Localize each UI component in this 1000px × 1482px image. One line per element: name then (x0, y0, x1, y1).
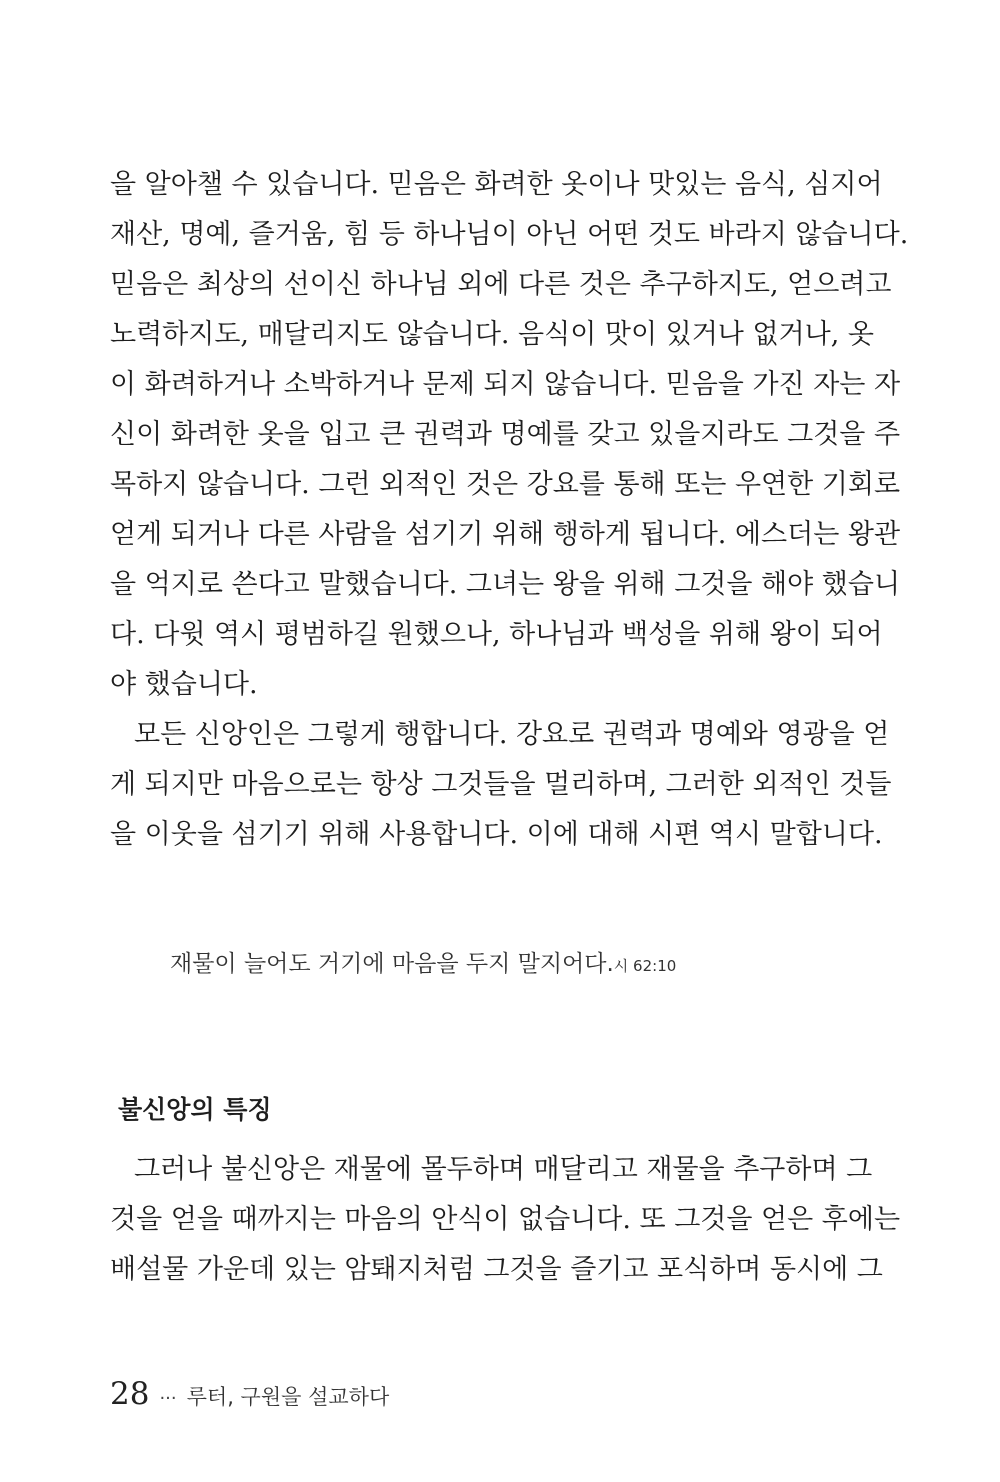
body-text-line: 모든 신앙인은 그렇게 행합니다. 강요로 권력과 명예와 영광을 얻 (134, 719, 890, 750)
body-text-line: 목하지 않습니다. 그런 외적인 것은 강요를 통해 또는 우연한 기회로 (110, 469, 901, 500)
book-title: 루터, 구원을 설교하다 (186, 1385, 390, 1409)
body-text-line: 배설물 가운데 있는 암퇘지처럼 그것을 즐기고 포식하며 동시에 그 (110, 1254, 883, 1285)
body-text-line: 신이 화려한 옷을 입고 큰 권력과 명예를 갖고 있을지라도 그것을 주 (110, 419, 901, 450)
body-text-line: 재산, 명예, 즐거움, 힘 등 하나님이 아닌 어떤 것도 바라지 않습니다. (110, 219, 909, 250)
body-text-line: 을 알아챌 수 있습니다. 믿음은 화려한 옷이나 맛있는 음식, 심지어 (110, 169, 883, 200)
body-text-line: 야 했습니다. (110, 669, 258, 700)
page-number: 28 (110, 1376, 150, 1412)
body-text-line: 을 이웃을 섬기기 위해 사용합니다. 이에 대해 시편 역시 말합니다. (110, 819, 883, 850)
body-text-line: 노력하지도, 매달리지도 않습니다. 음식이 맛이 있거나 없거나, 옷 (110, 319, 874, 350)
body-text-line: 그러나 불신앙은 재물에 몰두하며 매달리고 재물을 추구하며 그 (134, 1154, 873, 1185)
body-text-line: 얻게 되거나 다른 사람을 섬기기 위해 행하게 됩니다. 에스더는 왕관 (110, 519, 901, 550)
body-text-line: 게 되지만 마음으로는 항상 그것들을 멀리하며, 그러한 외적인 것들 (110, 769, 892, 800)
section-heading: 불신앙의 특징 (118, 1095, 272, 1124)
body-text-line: 이 화려하거나 소박하거나 문제 되지 않습니다. 믿음을 가진 자는 자 (110, 369, 901, 400)
footer-separator: ··· (159, 1388, 177, 1409)
body-text-line: 을 억지로 쓴다고 말했습니다. 그녀는 왕을 위해 그것을 해야 했습니 (110, 569, 901, 600)
body-text-line: 믿음은 최상의 선이신 하나님 외에 다른 것은 추구하지도, 얻으려고 (110, 269, 892, 300)
page-footer (110, 1372, 389, 1416)
body-text-line: 것을 얻을 때까지는 마음의 안식이 없습니다. 또 그것을 얻은 후에는 (110, 1204, 901, 1235)
scripture-quote (170, 944, 676, 984)
quote-text: 재물이 늘어도 거기에 마음을 두지 말지어다. (170, 951, 614, 977)
quote-reference: 시 62:10 (613, 957, 677, 975)
body-text-line: 다. 다윗 역시 평범하길 원했으나, 하나님과 백성을 위해 왕이 되어 (110, 619, 883, 650)
